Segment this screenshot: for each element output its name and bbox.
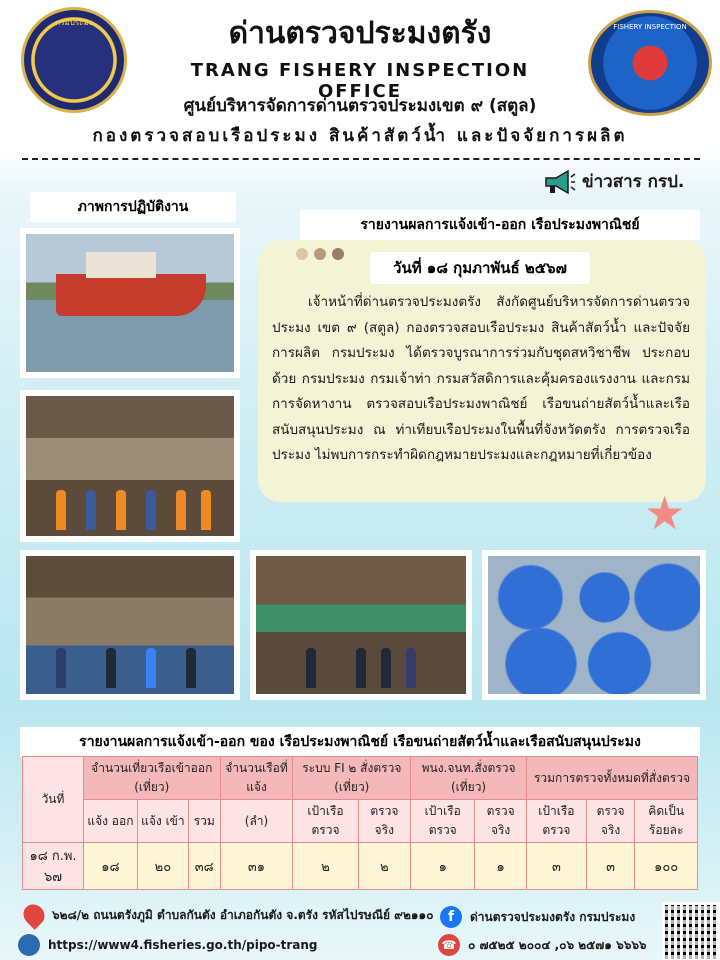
office-title-thai: ด่านตรวจประมงตรัง [228, 16, 492, 51]
office-title-english: TRANG FISHERY INSPECTION OFFICE [190, 60, 530, 102]
statistics-table [22, 756, 698, 890]
header-divider [22, 158, 700, 160]
location-pin-icon [19, 900, 49, 930]
value-cell: ๓ [526, 843, 586, 890]
website-link[interactable]: https://www4.fisheries.go.th/pipo-trang [48, 938, 318, 952]
sub-header: เป้าเรือ ตรวจ [526, 800, 586, 843]
sub-header: (ลำ) [220, 800, 293, 843]
news-label: ข่าวสาร กรป. [582, 172, 685, 192]
group-header: จำนวนเรือที่แจ้ง [220, 757, 293, 800]
sub-header: แจ้ง ออก [84, 800, 138, 843]
sub-header: เป้าเรือ ตรวจ [293, 800, 358, 843]
group-header: ระบบ FI ๒ สั่งตรวจ (เที่ยว) [293, 757, 411, 800]
value-cell: ๓๘ [188, 843, 220, 890]
website-row[interactable] [18, 934, 318, 956]
qr-code[interactable] [662, 902, 720, 960]
phone-text: ๐ ๗๕๒๕ ๒๐๐๔ ,๐๖ ๒๕๗๑ ๖๖๖๖ [468, 937, 647, 952]
megaphone-icon [542, 169, 576, 195]
phone-row [438, 934, 647, 956]
day-cell: ๑๘ ก.พ. ๖๗ [23, 843, 84, 890]
value-cell: ๒ [293, 843, 358, 890]
table-title: รายงานผลการแจ้งเข้า-ออก ของ เรือประมงพาณิชย์ เรือขนถ่ายสัตว์น้ำและเรือสนับสนุนประมง [20, 727, 700, 757]
decorative-dots [296, 248, 344, 260]
department-of-fisheries-seal [24, 10, 124, 110]
globe-icon [18, 934, 40, 956]
center-name: ศูนย์บริหารจัดการด่านตรวจประมงเขต ๙ (สตูล) [183, 96, 537, 116]
table-row [23, 843, 698, 890]
facebook-row[interactable] [440, 906, 635, 928]
address-text: ๖๒๘/๒ ถนนตรังภูมิ ตำบลกันตัง อำเภอกันตัง จ.ตรัง รหัสไปรษณีย์ ๙๒๑๑๐ [52, 907, 434, 922]
sub-header: ตรวจ จริง [475, 800, 527, 843]
group-header: รวมการตรวจทั้งหมดที่สั่งตรวจ [526, 757, 697, 800]
value-cell: ๑ [475, 843, 527, 890]
photos-section-label: ภาพการปฏิบัติงาน [30, 192, 236, 222]
photo-fish-catch [482, 550, 706, 700]
seal-text: กรมประมง [55, 18, 93, 27]
report-section-label: รายงานผลการแจ้งเข้า-ออก เรือประมงพาณิชย์ [300, 210, 700, 240]
value-cell: ๒ [358, 843, 411, 890]
group-header: พนง.จนท.สั่งตรวจ (เที่ยว) [411, 757, 527, 800]
photo-inspection-team [20, 390, 240, 542]
value-cell: ๓ [586, 843, 635, 890]
sub-header: ตรวจ จริง [358, 800, 411, 843]
sub-header: แจ้ง เข้า [137, 800, 188, 843]
division-name: กองตรวจสอบเรือประมง สินค้าสัตว์น้ำ และปัจจัยการผลิต [92, 126, 628, 146]
phone-icon: ☎ [438, 934, 460, 956]
badge-text: FISHERY INSPECTION [613, 23, 687, 31]
photo-document-check [20, 550, 240, 700]
article-body: เจ้าหน้าที่ด่านตรวจประมงตรัง สังกัดศูนย์บริหารจัดการด่านตรวจประมง เขต ๙ (สตูล) กองตรวจสอบเรือประมง สินค้าสัตว์น้ำ และปัจจัยการผลิต กรมประมง ได้ตรวจบูรณาการร่วมกับชุดสหวิชาชีพ ประกอบด้วย กรมประมง กรมเจ้าท่า กรมสวัสดิการและคุ้มครองแรงงาน และกรมการจัดหางาน ตรวจสอบเรือประมงพาณิชย์ เรือขนถ่ายสัตว์น้ำและเรือสนับสนุนประมง ณ ท่าเทียบเรือประมงในพื้นที่จังหวัดตรัง การตรวจเรือประมง ไม่พบการกระทำผิดกฎหมายประมงและกฎหมายที่เกี่ยวข้อง [272, 294, 690, 463]
value-cell: ๒๐ [137, 843, 188, 890]
photo-pier-inspection [250, 550, 472, 700]
value-cell: ๑ [411, 843, 475, 890]
sub-header: รวม [188, 800, 220, 843]
starfish-icon: ★ [644, 486, 686, 540]
sub-header: เป้าเรือ ตรวจ [411, 800, 475, 843]
value-cell: ๓๑ [220, 843, 293, 890]
sub-header: ตรวจ จริง [586, 800, 635, 843]
sub-header: คิดเป็น ร้อยละ [635, 800, 698, 843]
facebook-text[interactable]: ด่านตรวจประมงตรัง กรมประมง [470, 909, 636, 924]
fishery-inspection-badge [588, 10, 712, 116]
address-row [24, 904, 433, 926]
news-badge [542, 168, 684, 195]
article-date: วันที่ ๑๘ กุมภาพันธ์ ๒๕๖๗ [370, 252, 590, 284]
photo-fishing-boat [20, 228, 240, 378]
group-header: จำนวนเที่ยวเรือเข้าออก (เที่ยว) [84, 757, 221, 800]
day-header: วันที่ [23, 757, 84, 843]
value-cell: ๑๐๐ [635, 843, 698, 890]
value-cell: ๑๘ [84, 843, 138, 890]
facebook-icon: f [440, 906, 462, 928]
